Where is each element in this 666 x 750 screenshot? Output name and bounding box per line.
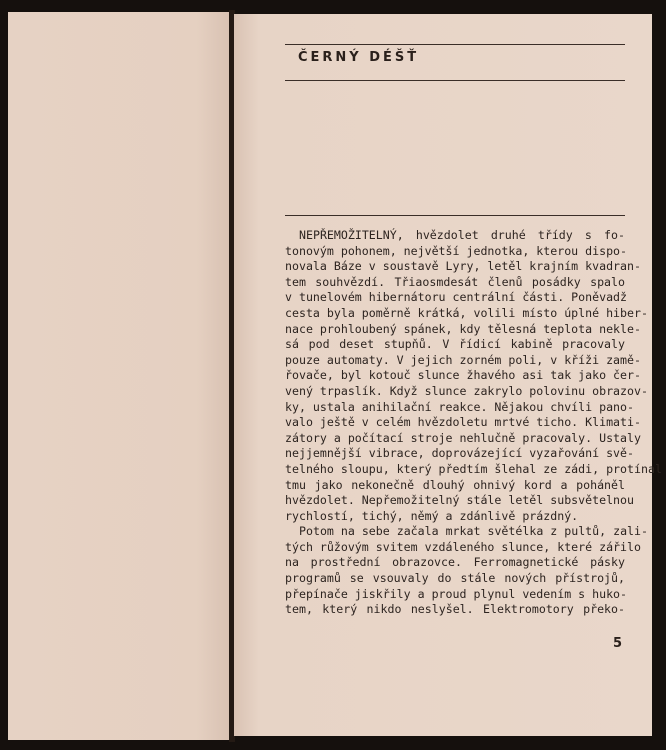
text-line: řovače, byl kotouč slunce žhavého asi tak jako čer- <box>285 368 641 383</box>
text-line: v tunelovém hibernátoru centrální části. Poněvadž <box>285 290 628 305</box>
text-line: nejjemnější vibrace, doprovázející vyzařování svě- <box>285 446 635 461</box>
text-line: sá pod deset stupňů. V řídicí kabině pracovaly <box>285 337 625 352</box>
text-line: tem souhvězdí. Třiaosmdesát členů posádky spalo <box>285 274 625 289</box>
text-line: Potom na sebe začala mrkat světélka z pultů, zali- <box>299 524 649 539</box>
text-line: tmu jako nekonečně dlouhý ohnivý kord a poháněl <box>285 477 625 492</box>
text-line: pouze automaty. V jejich zorném poli, v kříži zamě- <box>285 352 641 367</box>
text-line: novala Báze v soustavě Lyry, letěl krajním kvadran- <box>285 259 641 274</box>
chapter-title: ČERNÝ DÉŠŤ <box>298 50 420 65</box>
text-line: hvězdolet. Nepřemožitelný stále letěl subsvětelnou <box>285 493 635 508</box>
body-text <box>285 228 662 618</box>
text-line: zátory a počítací stroje nehlučně pracovaly. Ustaly <box>285 430 641 445</box>
text-line: telného sloupu, který předtím šlehal ze zádi, protínal <box>285 461 662 476</box>
page-number: 5 <box>613 636 623 651</box>
text-line: přepínače jiskřily a proud plynul vedením s huko- <box>285 586 628 601</box>
text-line: vený trpaslík. Když slunce zakrylo polovinu obrazov- <box>285 383 648 398</box>
text-line: nace prohloubený spánek, kdy tělesná teplota nekle- <box>285 321 641 336</box>
text-line: valo ještě v celém hvězdoletu mrtvé ticho. Klimati- <box>285 415 641 430</box>
text-line: tonovým pohonem, největší jednotka, kterou dispo- <box>285 243 628 258</box>
text-line: NEPŘEMOŽITELNÝ, hvězdolet druhé třídy s fo- <box>299 228 625 242</box>
text-rule <box>285 215 625 216</box>
text-line: rychlostí, tichý, němý a zdánlivě prázdný. <box>285 508 579 523</box>
text-line: cesta byla poměrně krátká, volili místo úplné hiber- <box>285 305 648 320</box>
header-rule-top <box>285 44 625 45</box>
left-page <box>8 12 230 740</box>
text-line: tých růžovým svitem vzdáleného slunce, které zářilo <box>285 539 641 554</box>
text-line: programů se vsouvaly do stále nových přístrojů, <box>285 571 625 586</box>
text-line: na prostřední obrazovce. Ferromagnetické pásky <box>285 555 625 570</box>
header-rule-bottom <box>285 80 625 81</box>
text-line: ky, ustala anihilační reakce. Nějakou chvíli pano- <box>285 399 635 414</box>
text-line: tem, který nikdo neslyšel. Elektromotory překo- <box>285 602 625 617</box>
